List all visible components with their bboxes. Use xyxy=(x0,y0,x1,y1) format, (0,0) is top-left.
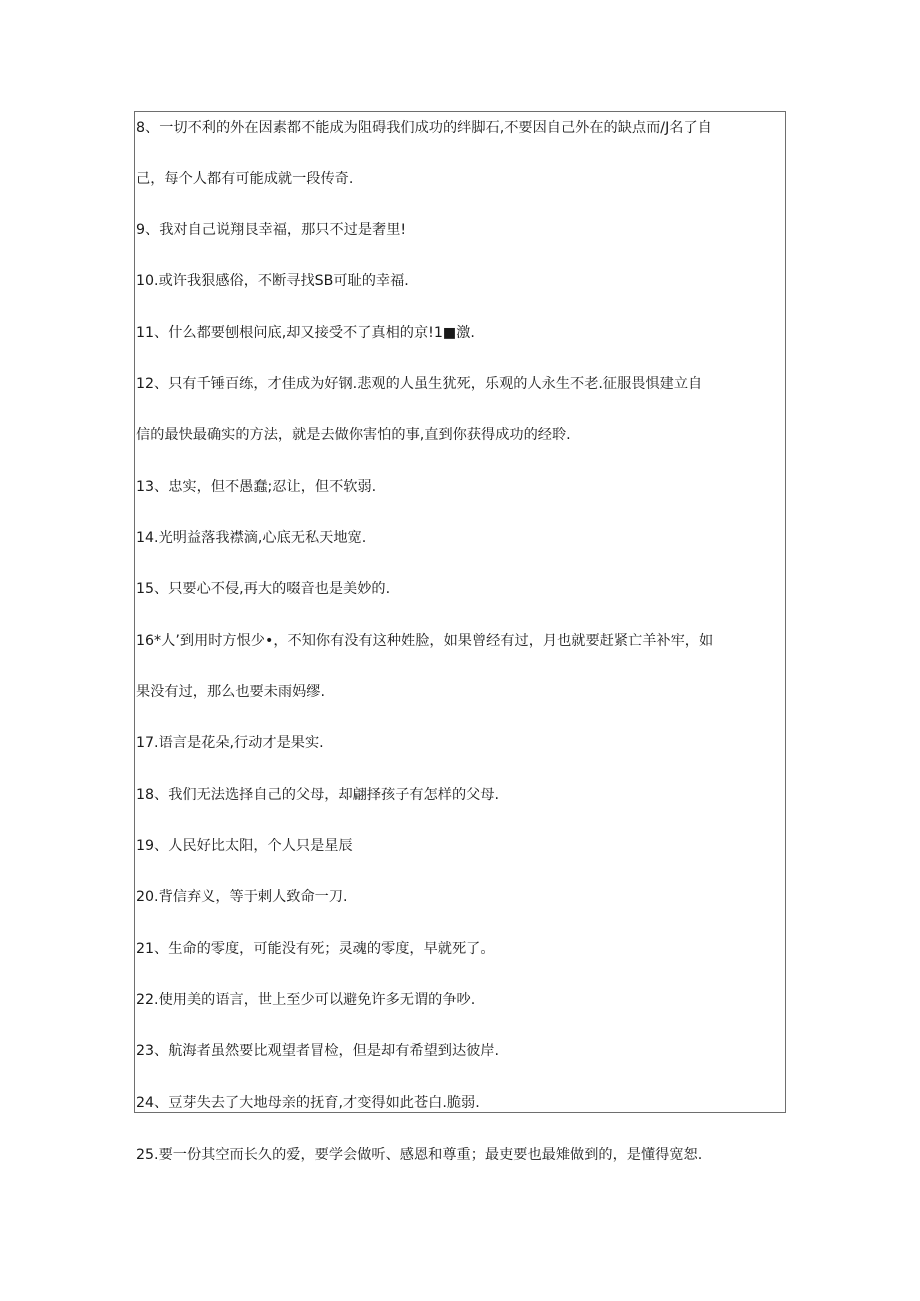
quote-line-14: 14.光明益落我襟滴,心底无私天地宽. xyxy=(136,530,367,546)
quote-line-16a: 16*人’到用时方恨少•，不知你有没有这种姓脸，如果曾经有过，月也就要赶紧亡羊补牢，如 xyxy=(136,633,714,649)
quote-box-border xyxy=(134,111,786,1113)
quote-line-24: 24、豆芽失去了大地母亲的抚育,才变得如此苍白.脆弱. xyxy=(136,1095,480,1111)
quote-line-13: 13、忠实，但不愚蠢;忍让，但不软弱. xyxy=(136,479,377,495)
quote-line-22: 22.使用美的语言，世上至少可以避免许多无谓的争吵. xyxy=(136,992,476,1008)
quote-line-19: 19、人民好比太阳，个人只是星辰 xyxy=(136,838,353,854)
quote-line-25: 25.要一份其空而长久的爱，要学会做听、感恩和尊重；最吏要也最雉做到的，是懂得宽恕. xyxy=(136,1147,703,1163)
quote-line-23: 23、航海者虽然要比观望者冒检，但是却有希望到达彼岸. xyxy=(136,1043,500,1059)
quote-line-11: 11、什么都要刨根问底,却又接受不了真相的京!1■激. xyxy=(136,325,475,341)
quote-line-21: 21、生命的零度，可能没有死；灵魂的零度，早就死了。 xyxy=(136,941,495,957)
quote-line-18: 18、我们无法选择自己的父母，却翩择孩子有怎样的父母. xyxy=(136,787,500,803)
quote-line-10: 10.或许我狠感俗，不断寻找SB可耻的幸福. xyxy=(136,273,409,289)
quote-line-12b: 信的最快最确实的方法，就是去做你害怕的事,直到你获得成功的经聆. xyxy=(136,427,571,443)
quote-line-17: 17.语言是花朵,行动才是果实. xyxy=(136,735,324,751)
quote-line-15: 15、只要心不侵,再大的啜音也是美妙的. xyxy=(136,581,391,597)
quote-line-8a: 8、一切不利的外在因素都不能成为阻碍我们成功的绊脚石,不要因自己外在的缺点而/J名了自 xyxy=(136,120,712,136)
quote-line-8b: 己，每个人都有可能成就一段传奇. xyxy=(136,171,354,187)
quote-line-20: 20.背信弃义，等于剌人致命一刀. xyxy=(136,889,348,905)
quote-line-12a: 12、只有千锤百练，才佳成为好钢.悲观的人虽生犹死，乐观的人永生不老.征服畏惧建立自 xyxy=(136,376,703,392)
quote-line-16b: 果没有过，那么也要未雨妈缪. xyxy=(136,684,325,700)
quote-line-9: 9、我对自己说翔艮幸福，那只不过是奢里! xyxy=(136,222,407,238)
